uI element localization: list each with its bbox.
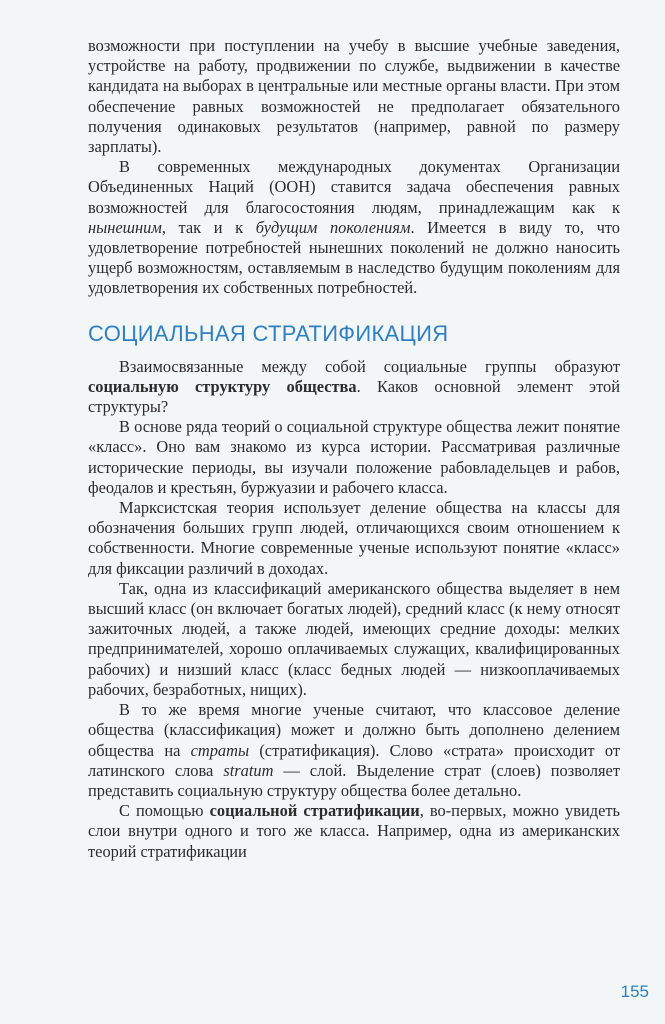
text-run: — слой. Выделение страт (слоев) позволяет представить социальную структуру общества более детально. <box>88 760 620 800</box>
text-run: (стратификация). Слово «страта» происходит от латинского слова <box>88 740 620 780</box>
text-run: . Каков основной элемент этой структуры? <box>88 376 620 417</box>
bold-term: социальную структуру общества <box>88 376 357 396</box>
bottom-paragraphs <box>88 357 620 862</box>
paragraph <box>88 417 620 498</box>
text-run: возможности при поступлении на учебу в высшие учебные заведения, устройстве на работу, продвижении по службе, выдвижении в качестве кандидата на выборах в центральные или местные органы власти. При этом обеспечение равных возможностей не предполагает обязательного получения одинаковых результатов (например, равной по размеру зарплаты). <box>88 36 620 157</box>
text-run: , так и к <box>161 217 256 237</box>
page-number: 155 <box>620 982 649 1001</box>
paragraph <box>88 700 620 801</box>
text-run: В то же время многие ученые считают, что классовое деление общества (классификация) может и должно быть дополнено делением общества на <box>88 700 620 760</box>
section-heading: СОЦИАЛЬНАЯ СТРАТИФИКАЦИЯ <box>88 320 449 346</box>
paragraph <box>88 579 620 700</box>
top-paragraphs <box>88 36 620 299</box>
italic-term: страты <box>190 740 250 760</box>
text-run: Взаимосвязанные между собой социальные группы образуют <box>119 356 620 376</box>
paragraph <box>88 36 620 157</box>
paragraph <box>88 801 620 862</box>
bold-term: социальной стратификации <box>209 801 420 821</box>
paragraph <box>88 357 620 418</box>
paragraph <box>88 498 620 579</box>
text-run: В основе ряда теорий о социальной структуре общества лежит понятие «класс». Оно вам знакомо из курса истории. Рассматривая различные исторические периоды, вы изучали положение рабовладельцев и рабов, феодалов и крестьян, буржуазии и рабочего класса. <box>88 417 620 497</box>
text-run: С помощью <box>119 801 210 821</box>
italic-term: stratum <box>223 760 274 780</box>
paragraph <box>88 157 620 298</box>
text-run: . Имеется в виду то, что удовлетворение потребностей нынешних поколений не должно наносить ущерб возможностям, оставляемым в наследство будущим поколениям для удовлетворения их собственных потребностей. <box>88 217 621 298</box>
italic-term: будущим поколениям <box>255 217 411 237</box>
text-run: Марксистская теория использует деление общества на классы для обозначения больших групп людей, отличающихся своим отношением к собственности. Многие современные ученые используют понятие «класс» для фиксации различий в доходах. <box>88 498 620 578</box>
text-run: В современных международных документах Организации Объединенных Наций (ООН) ставится задача обеспечения равных возможностей для благосостояния людям, принадлежащим как к <box>88 157 620 217</box>
italic-term: нынешним <box>88 217 162 237</box>
text-run: Так, одна из классификаций американского общества выделяет в нем высший класс (он включает богатых людей), средний класс (к нему относят зажиточных людей, а также людей, имеющих средние доходы: мелких предпринимателей, хорошо оплачиваемых служащих, квалифицированных рабочих) и низший класс (класс бедных людей — низкооплачиваемых рабочих, безработных, нищих). <box>88 578 620 699</box>
text-run: , во-первых, можно увидеть слои внутри одного и того же класса. Например, одна из американских теорий стратификации <box>88 801 620 861</box>
text-column <box>88 36 620 862</box>
